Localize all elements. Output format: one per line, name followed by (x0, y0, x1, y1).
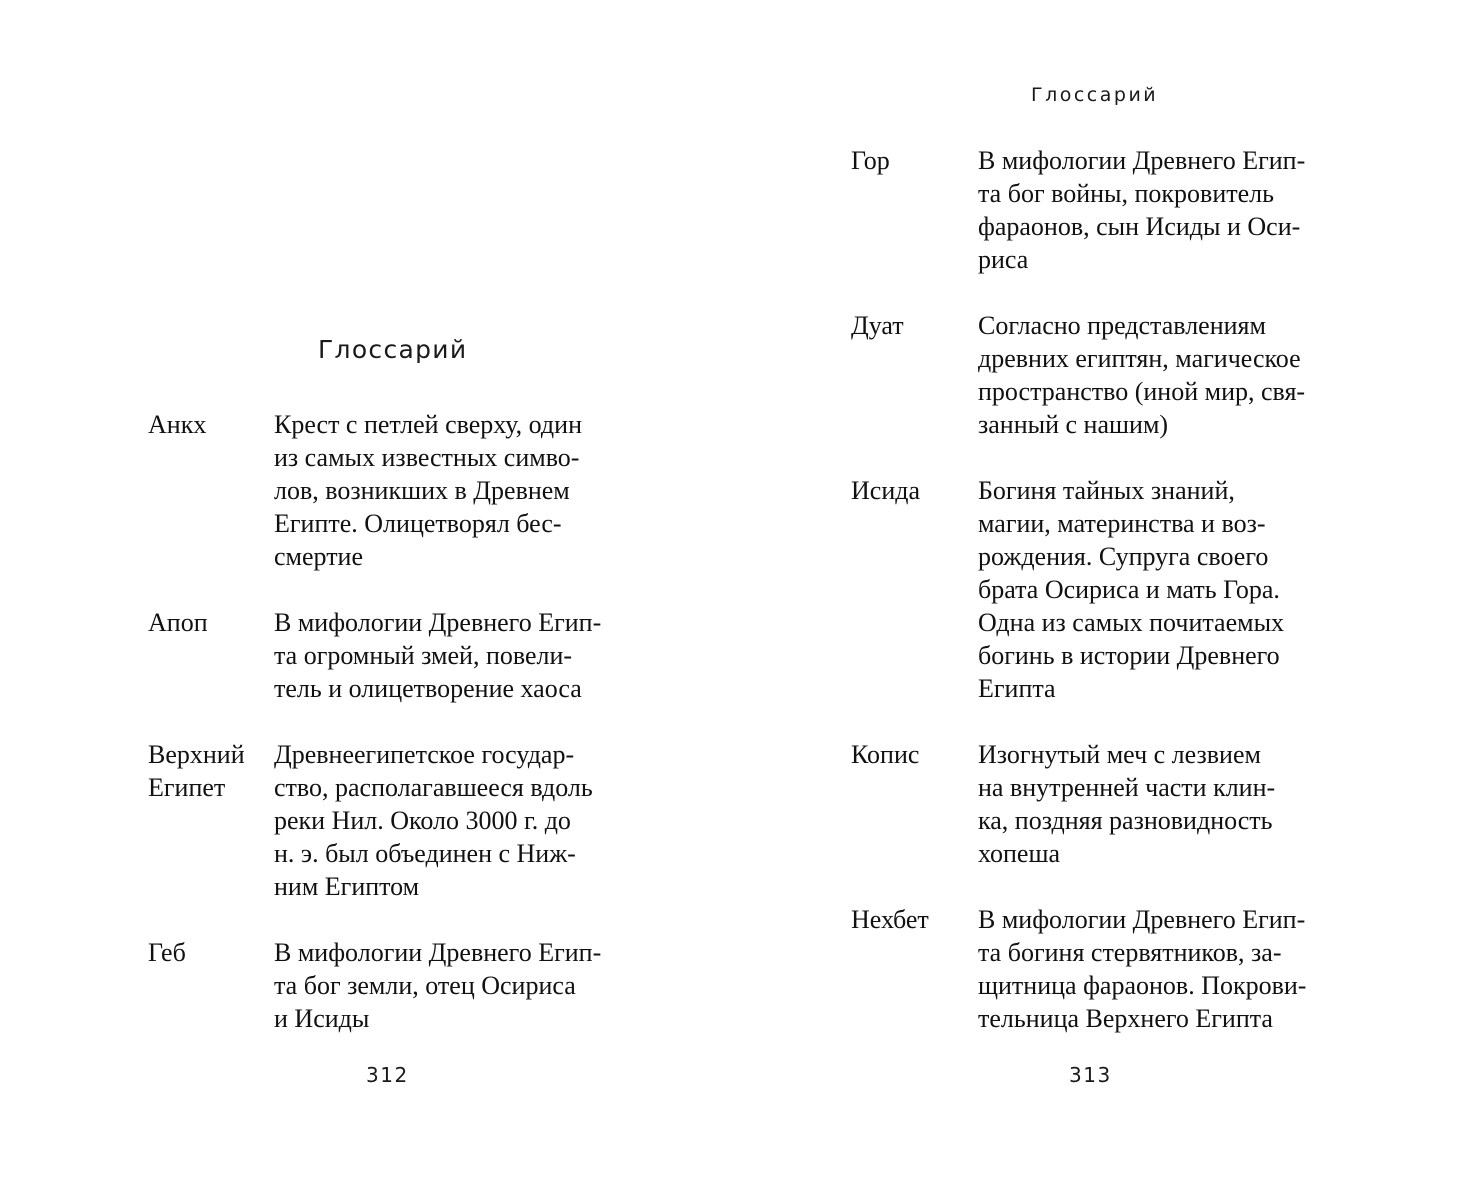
entry-term: Гор (851, 146, 890, 175)
entry-definition: Крест с петлей сверху, один из самых известных симво- лов, возникших в Древнем Египте. Олицетворял бес- смертие (274, 410, 582, 571)
page-number: 312 (366, 1063, 409, 1087)
entry-definition: Древнеегипетское государ- ство, располагавшееся вдоль реки Нил. Около 3000 г. до н. э. был объединен с Ниж- ним Египтом (274, 740, 593, 901)
entry-definition: Изогнутый меч с лезвием на внутренней части клин- ка, поздняя разновидность хопеша (978, 740, 1276, 868)
entry-term: Верхний Египет (148, 740, 245, 802)
entry-definition: В мифологии Древнего Егип- та богиня стервятников, за- щитница фараонов. Покрови- тельница Верхнего Египта (978, 905, 1307, 1033)
entry-term: Геб (148, 938, 186, 967)
entry-term: Дуат (851, 311, 904, 340)
entry-term: Анкх (148, 410, 207, 439)
entry-term: Нехбет (851, 905, 929, 934)
entry-definition: Богиня тайных знаний, магии, материнства и воз- рождения. Супруга своего брата Осириса и мать Гора. Одна из самых почитаемых богинь в истории Древнего Египта (978, 476, 1285, 703)
entry-term: Апоп (148, 608, 208, 637)
entry-definition: В мифологии Древнего Егип- та огромный змей, повели- тель и олицетворение хаоса (274, 608, 602, 703)
right-page (738, 0, 1476, 1182)
entry-term: Копис (851, 740, 920, 769)
entry-definition: Согласно представлениям древних египтян, магическое пространство (иной мир, свя- занный с нашим) (978, 311, 1306, 439)
entry-definition: В мифологии Древнего Егип- та бог войны, покровитель фараонов, сын Исиды и Оси- риса (978, 146, 1306, 274)
running-header: Глоссарий (1031, 84, 1159, 106)
entry-definition: В мифологии Древнего Егип- та бог земли, отец Осириса и Исиды (274, 938, 602, 1033)
page-number: 313 (1069, 1063, 1112, 1087)
left-page (0, 0, 738, 1182)
entry-term: Исида (851, 476, 920, 505)
page-title: Глоссарий (318, 335, 468, 364)
